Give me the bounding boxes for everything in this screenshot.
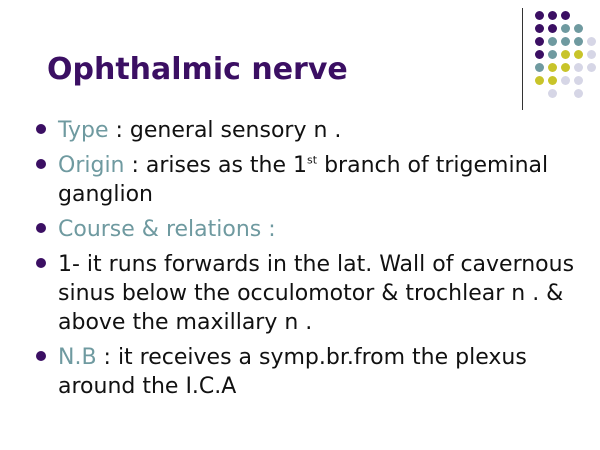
decor-dot	[548, 63, 557, 72]
bullet-item-type	[36, 116, 586, 145]
decor-dot	[535, 11, 544, 20]
decor-dot	[587, 50, 596, 59]
bullet-keyword: Course & relations :	[58, 217, 276, 242]
bullet-text: branch of trigeminal ganglion	[58, 153, 549, 207]
bullet-icon	[36, 159, 46, 169]
bullet-icon	[36, 124, 46, 134]
bullet-text: 1- it runs forwards in the lat. Wall of cavernous sinus below the occulomotor & trochlear n . & above the maxillary n .	[58, 252, 575, 335]
bullet-icon	[36, 351, 46, 361]
decor-dot	[548, 89, 557, 98]
decor-dot	[574, 89, 583, 98]
bullet-icon	[36, 258, 46, 268]
decor-dot	[535, 24, 544, 33]
decor-dot	[574, 63, 583, 72]
bullet-list	[36, 116, 586, 407]
bullet-item-origin	[36, 151, 586, 209]
bullet-item-nb	[36, 343, 586, 401]
decor-dot	[535, 37, 544, 46]
decor-dot	[587, 37, 596, 46]
decor-dot	[561, 63, 570, 72]
decor-dot	[561, 11, 570, 20]
decor-dot	[535, 76, 544, 85]
decor-dot	[574, 50, 583, 59]
ordinal-superscript: st	[307, 153, 318, 167]
bullet-keyword: N.B	[58, 345, 97, 370]
decor-dot	[535, 63, 544, 72]
decor-dot	[574, 37, 583, 46]
bullet-item-course-detail	[36, 250, 586, 337]
decor-dot	[561, 37, 570, 46]
decor-dot	[574, 24, 583, 33]
decor-dot	[561, 50, 570, 59]
decorative-dot-grid	[530, 8, 600, 98]
bullet-text: : arises as the 1	[124, 153, 308, 178]
decor-dot	[561, 24, 570, 33]
bullet-text: : general sensory n .	[108, 118, 342, 143]
bullet-text: : it receives a symp.br.from the plexus around the I.C.A	[58, 345, 527, 399]
decor-dot	[548, 76, 557, 85]
bullet-keyword: Type	[58, 118, 109, 143]
decor-dot	[548, 11, 557, 20]
decor-dot	[574, 76, 583, 85]
decor-dot	[548, 50, 557, 59]
bullet-keyword: Origin	[58, 153, 125, 178]
decor-dot	[535, 50, 544, 59]
decor-dot	[561, 76, 570, 85]
decor-dot	[548, 24, 557, 33]
slide-title: Ophthalmic nerve	[47, 52, 348, 87]
decor-dot	[548, 37, 557, 46]
title-divider-line	[522, 8, 523, 110]
bullet-icon	[36, 223, 46, 233]
bullet-item-course	[36, 215, 586, 244]
decor-dot	[587, 63, 596, 72]
